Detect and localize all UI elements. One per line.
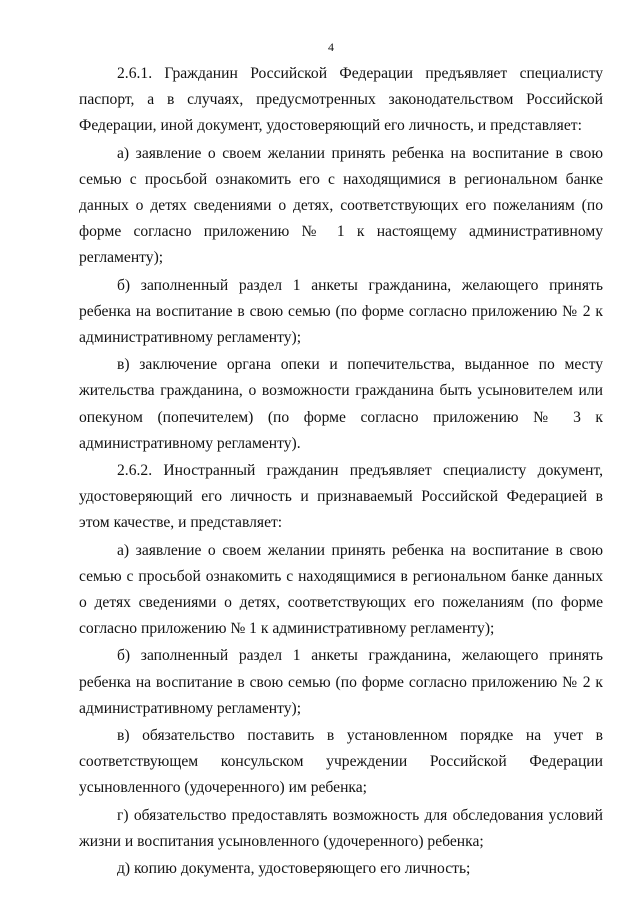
list-item-b: б) заполненный раздел 1 анкеты гражданина, желающего принять ребенка на воспитание в свою семью (по форме согласно приложению № 2 к административному регламенту); [79,276,603,347]
list-item-v: в) обязательство поставить в установленном порядке на учет в соответствующем консульском учреждении Российской Федерации усыновленного (удочеренного) им ребенка; [79,727,603,797]
page-number: 4 [328,40,334,54]
list-item-a: а) заявление о своем желании принять ребенка на воспитание в свою семью с просьбой ознакомить его с находящимися в региональном банке данных о детях сведениями о детях, соответствующих его пожеланиям (по форме согласно приложению № 1 к настоящему административному регламенту); [79,144,603,267]
paragraph-2-6-2: 2.6.2. Иностранный гражданин предъявляет специалисту документ, удостоверяющий его личность и признаваемый Российской Федерацией в этом качестве, и представляет: [79,462,603,532]
list-item-b: б) заполненный раздел 1 анкеты гражданина, желающего принять ребенка на воспитание в свою семью (по форме согласно приложению № 2 к административному регламенту); [79,647,603,717]
list-item-g: г) обязательство предоставлять возможность для обследования условий жизни и воспитания усыновленного (удочеренного) ребенка; [79,806,603,850]
list-item-d: д) копию документа, удостоверяющего его личность; [117,860,471,878]
paragraph-2-6-1: 2.6.1. Гражданин Российской Федерации предъявляет специалисту паспорт, а в случаях, предусмотренных законодательством Российской Федерации, иной документ, удостоверяющий его личность, и представляет: [79,65,603,135]
list-item-a: а) заявление о своем желании принять ребенка на воспитание в свою семью с просьбой ознакомить с находящимися в региональном банке данных о детях сведениями о детях, соответствующих его пожеланиям (по форме согласно приложению № 1 к административному регламенту); [79,541,603,638]
document-body [79,61,603,883]
list-item-v: в) заключение органа опеки и попечительства, выданное по месту жительства гражданина, о возможности гражданина быть усыновителем или опекуном (попечителем) (по форме согласно приложению № 3 к административному регламенту). [79,356,603,452]
